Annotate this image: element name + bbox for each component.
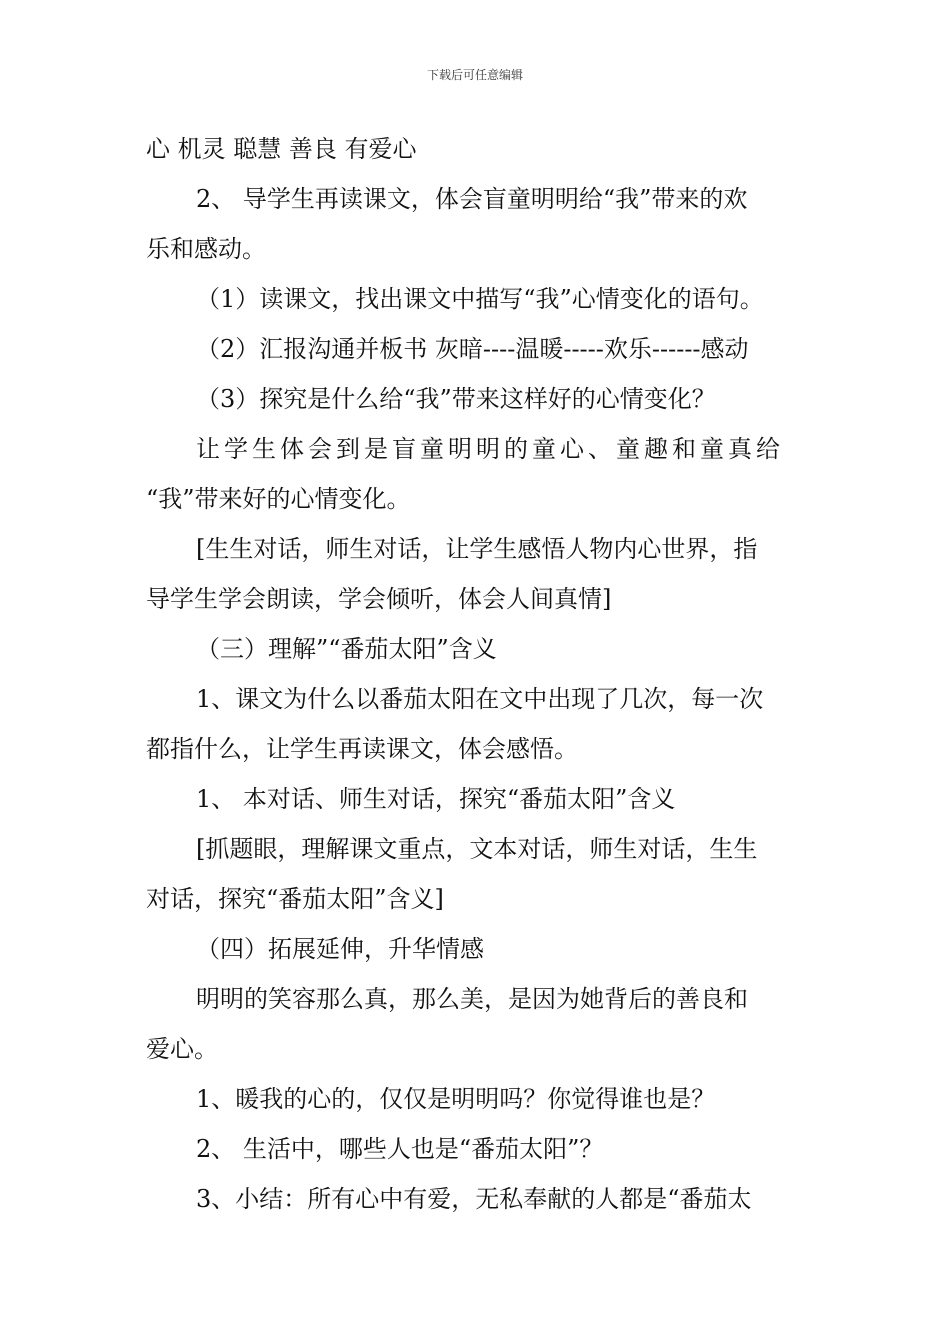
section-heading: （四）拓展延伸，升华情感: [196, 935, 484, 963]
text-line: 3、小结：所有心中有爱，无私奉献的人都是“番茄太: [196, 1185, 752, 1213]
text-line: [生生对话，师生对话，让学生感悟人物内心世界，指: [196, 535, 758, 563]
text-line: 心 机灵 聪慧 善良 有爱心: [146, 135, 417, 163]
text-line: [抓题眼，理解课文重点，文本对话，师生对话，生生: [196, 835, 758, 863]
text-line: 2、 生活中，哪些人也是“番茄太阳”？: [196, 1135, 604, 1163]
text-line: 对话，探究“番茄太阳”含义]: [146, 885, 444, 913]
text-line: 2、 导学生再读课文，体会盲童明明给“我”带来的欢: [196, 185, 748, 213]
text-line: （3）探究是什么给“我”带来这样好的心情变化？: [196, 385, 716, 413]
text-line: 明明的笑容那么真，那么美，是因为她背后的善良和: [196, 985, 748, 1013]
text-line: 让学生体会到是盲童明明的童心、童趣和童真给: [196, 435, 784, 463]
section-heading: （三）理解”“番茄太阳”含义: [196, 635, 497, 663]
text-line: 导学生学会朗读，学会倾听，体会人间真情]: [146, 585, 612, 613]
text-line: “我”带来好的心情变化。: [146, 485, 411, 513]
text-line: 1、暖我的心的，仅仅是明明吗？你觉得谁也是？: [196, 1085, 716, 1113]
text-line: 爱心。: [146, 1035, 218, 1063]
page-header: 下载后可任意编辑: [426, 68, 523, 82]
text-line: 1、课文为什么以番茄太阳在文中出现了几次，每一次: [196, 685, 764, 713]
text-line: 1、 本对话、师生对话，探究“番茄太阳”含义: [196, 785, 676, 813]
text-line: 都指什么，让学生再读课文，体会感悟。: [146, 735, 578, 763]
text-line: （1）读课文，找出课文中描写“我”心情变化的语句。: [196, 285, 764, 313]
text-line: （2）汇报沟通并板书 灰暗----温暖-----欢乐------感动: [196, 335, 749, 363]
text-line: 乐和感动。: [146, 235, 266, 263]
